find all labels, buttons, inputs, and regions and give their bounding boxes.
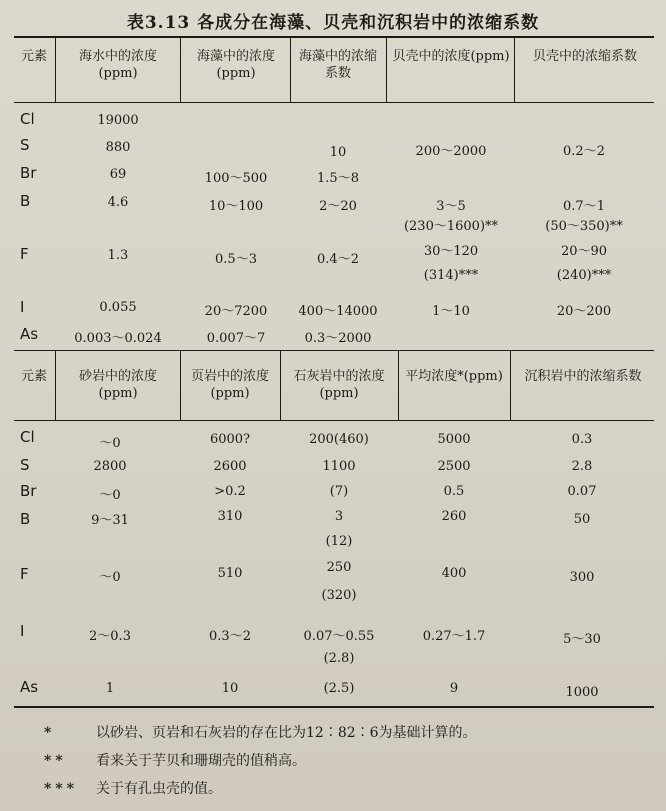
table-cell: 2600 bbox=[213, 459, 247, 474]
table-cell: 30～120 bbox=[423, 244, 479, 259]
table-cell: 6000? bbox=[209, 432, 251, 447]
table-cell: 3～5 bbox=[436, 199, 466, 214]
bottom-header-sandstone: 砂岩中的浓度(ppm) bbox=[78, 369, 157, 401]
table-cell: 1.3 bbox=[107, 248, 129, 263]
top-table-top-rule bbox=[14, 36, 654, 38]
bottom-table-divider bbox=[280, 351, 281, 421]
table-cell: 300 bbox=[569, 570, 595, 585]
table-cell: ～0 bbox=[99, 570, 121, 585]
footnote: * 以砂岩、页岩和石灰岩的存在比为12∶82∶6为基础计算的。 bbox=[44, 725, 477, 741]
table-cell: 2～20 bbox=[319, 199, 357, 214]
top-table-divider bbox=[290, 37, 291, 103]
table-cell: (320) bbox=[321, 588, 357, 603]
element-label: Br bbox=[20, 164, 37, 182]
bottom-header-limestone: 石灰岩中的浓度(ppm) bbox=[293, 369, 385, 401]
table-cell: 0.5 bbox=[443, 484, 465, 499]
bottom-table-divider bbox=[55, 351, 56, 421]
element-label: S bbox=[20, 136, 30, 154]
table-cell: 3 bbox=[334, 509, 344, 524]
bottom-table-divider bbox=[398, 351, 399, 421]
table-cell: 0.3～2000 bbox=[304, 331, 372, 346]
element-label: Br bbox=[20, 482, 37, 500]
table-cell: 0.3 bbox=[571, 432, 593, 447]
bottom-table-divider bbox=[510, 351, 511, 421]
table-cell: 0.4～2 bbox=[317, 252, 359, 267]
top-table-divider bbox=[514, 37, 515, 103]
table-cell: 0.055 bbox=[99, 300, 137, 315]
table-cell: (240)*** bbox=[556, 268, 612, 283]
top-header-seawater: 海水中的浓度(ppm) bbox=[78, 49, 157, 81]
table-cell: 2～0.3 bbox=[89, 629, 131, 644]
table-cell: (7) bbox=[329, 484, 349, 499]
top-header-algae-factor: 海藻中的浓缩系数 bbox=[298, 49, 377, 81]
footnote: *** 关于有孔虫壳的值。 bbox=[44, 781, 222, 797]
table-cell: 20～200 bbox=[556, 304, 612, 319]
table-cell: (2.5) bbox=[323, 681, 355, 696]
bottom-header-average: 平均浓度*(ppm) bbox=[405, 369, 503, 384]
bottom-table-divider bbox=[180, 351, 181, 421]
table-cell: 5～30 bbox=[563, 632, 601, 647]
table-cell: 50 bbox=[573, 512, 591, 527]
table-cell: 510 bbox=[217, 566, 243, 581]
table-cell: 0.27～1.7 bbox=[422, 629, 486, 644]
table-cell: 400 bbox=[441, 566, 467, 581]
table-cell: 0.7～1 bbox=[563, 199, 605, 214]
element-label: Cl bbox=[20, 110, 35, 128]
table-cell: 0.5～3 bbox=[215, 252, 257, 267]
table-cell: ～0 bbox=[99, 488, 121, 503]
table-cell: (12) bbox=[325, 534, 353, 549]
element-label: I bbox=[20, 298, 25, 316]
table-cell: (50～350)** bbox=[545, 219, 623, 234]
table-cell: (230～1600)** bbox=[403, 219, 499, 234]
top-table-divider bbox=[180, 37, 181, 103]
table-cell: 4.6 bbox=[107, 195, 129, 210]
table-cell: 20～90 bbox=[560, 244, 608, 259]
table-cell: 100～500 bbox=[204, 171, 268, 186]
bottom-table-top-rule bbox=[14, 350, 654, 351]
table-cell: 1～10 bbox=[432, 304, 470, 319]
element-label: I bbox=[20, 622, 25, 640]
top-table-divider bbox=[55, 37, 56, 103]
top-header-shell-conc: 贝壳中的浓度(ppm) bbox=[392, 49, 510, 64]
table-cell: 2800 bbox=[93, 459, 127, 474]
table-cell: 0.2～2 bbox=[563, 144, 605, 159]
table-cell: 260 bbox=[441, 509, 467, 524]
top-table-header-rule bbox=[14, 102, 654, 103]
table-cell: 0.07 bbox=[567, 484, 597, 499]
table-cell: 1000 bbox=[565, 685, 599, 700]
table-bottom-rule bbox=[14, 706, 654, 708]
table-cell: 1 bbox=[105, 681, 115, 696]
table-cell: 880 bbox=[105, 140, 131, 155]
table-title: 表3.13 各成分在海藻、贝壳和沉积岩中的浓缩系数 bbox=[126, 13, 540, 33]
table-cell: 9～31 bbox=[91, 513, 129, 528]
table-cell: 20～7200 bbox=[204, 304, 268, 319]
top-table-divider bbox=[386, 37, 387, 103]
footnote: ** 看来关于芋贝和珊瑚壳的值稍高。 bbox=[44, 753, 306, 769]
table-cell: 1100 bbox=[322, 459, 356, 474]
top-header-element: 元素 bbox=[20, 49, 47, 64]
table-cell: 0.007～7 bbox=[206, 331, 266, 346]
element-label: As bbox=[20, 678, 39, 696]
element-label: As bbox=[20, 325, 39, 343]
table-cell: 250 bbox=[326, 560, 352, 575]
table-cell: (2.8) bbox=[323, 651, 355, 666]
top-header-shell-factor: 贝壳中的浓缩系数 bbox=[532, 49, 637, 64]
bottom-header-element: 元素 bbox=[20, 369, 47, 384]
table-cell: (314)*** bbox=[423, 268, 479, 283]
table-cell: >0.2 bbox=[214, 484, 246, 499]
table-cell: 10～100 bbox=[208, 199, 264, 214]
table-cell: ～0 bbox=[99, 436, 121, 451]
table-cell: 10 bbox=[221, 681, 239, 696]
element-label: B bbox=[20, 192, 31, 210]
table-cell: 69 bbox=[109, 167, 127, 182]
table-cell: 400～14000 bbox=[298, 304, 378, 319]
table-cell: 9 bbox=[449, 681, 459, 696]
table-cell: 5000 bbox=[437, 432, 471, 447]
table-cell: 0.07～0.55 bbox=[303, 629, 375, 644]
table-cell: 1.5～8 bbox=[317, 171, 359, 186]
top-header-algae-conc: 海藻中的浓度(ppm) bbox=[196, 49, 275, 81]
element-label: F bbox=[20, 565, 29, 583]
bottom-header-factor: 沉积岩中的浓缩系数 bbox=[524, 369, 642, 384]
table-cell: 19000 bbox=[97, 113, 139, 128]
table-cell: 310 bbox=[217, 509, 243, 524]
table-cell: 2.8 bbox=[571, 459, 593, 474]
table-cell: 0.003～0.024 bbox=[74, 331, 162, 346]
element-label: S bbox=[20, 456, 30, 474]
bottom-table-header-rule bbox=[14, 420, 654, 421]
bottom-header-shale: 页岩中的浓度(ppm) bbox=[190, 369, 269, 401]
table-cell: 0.3～2 bbox=[209, 629, 251, 644]
element-label: B bbox=[20, 510, 31, 528]
table-cell: 2500 bbox=[437, 459, 471, 474]
element-label: Cl bbox=[20, 428, 35, 446]
table-cell: 200～2000 bbox=[415, 144, 487, 159]
table-cell: 10 bbox=[329, 145, 347, 160]
element-label: F bbox=[20, 245, 29, 263]
table-cell: 200(460) bbox=[309, 432, 369, 447]
